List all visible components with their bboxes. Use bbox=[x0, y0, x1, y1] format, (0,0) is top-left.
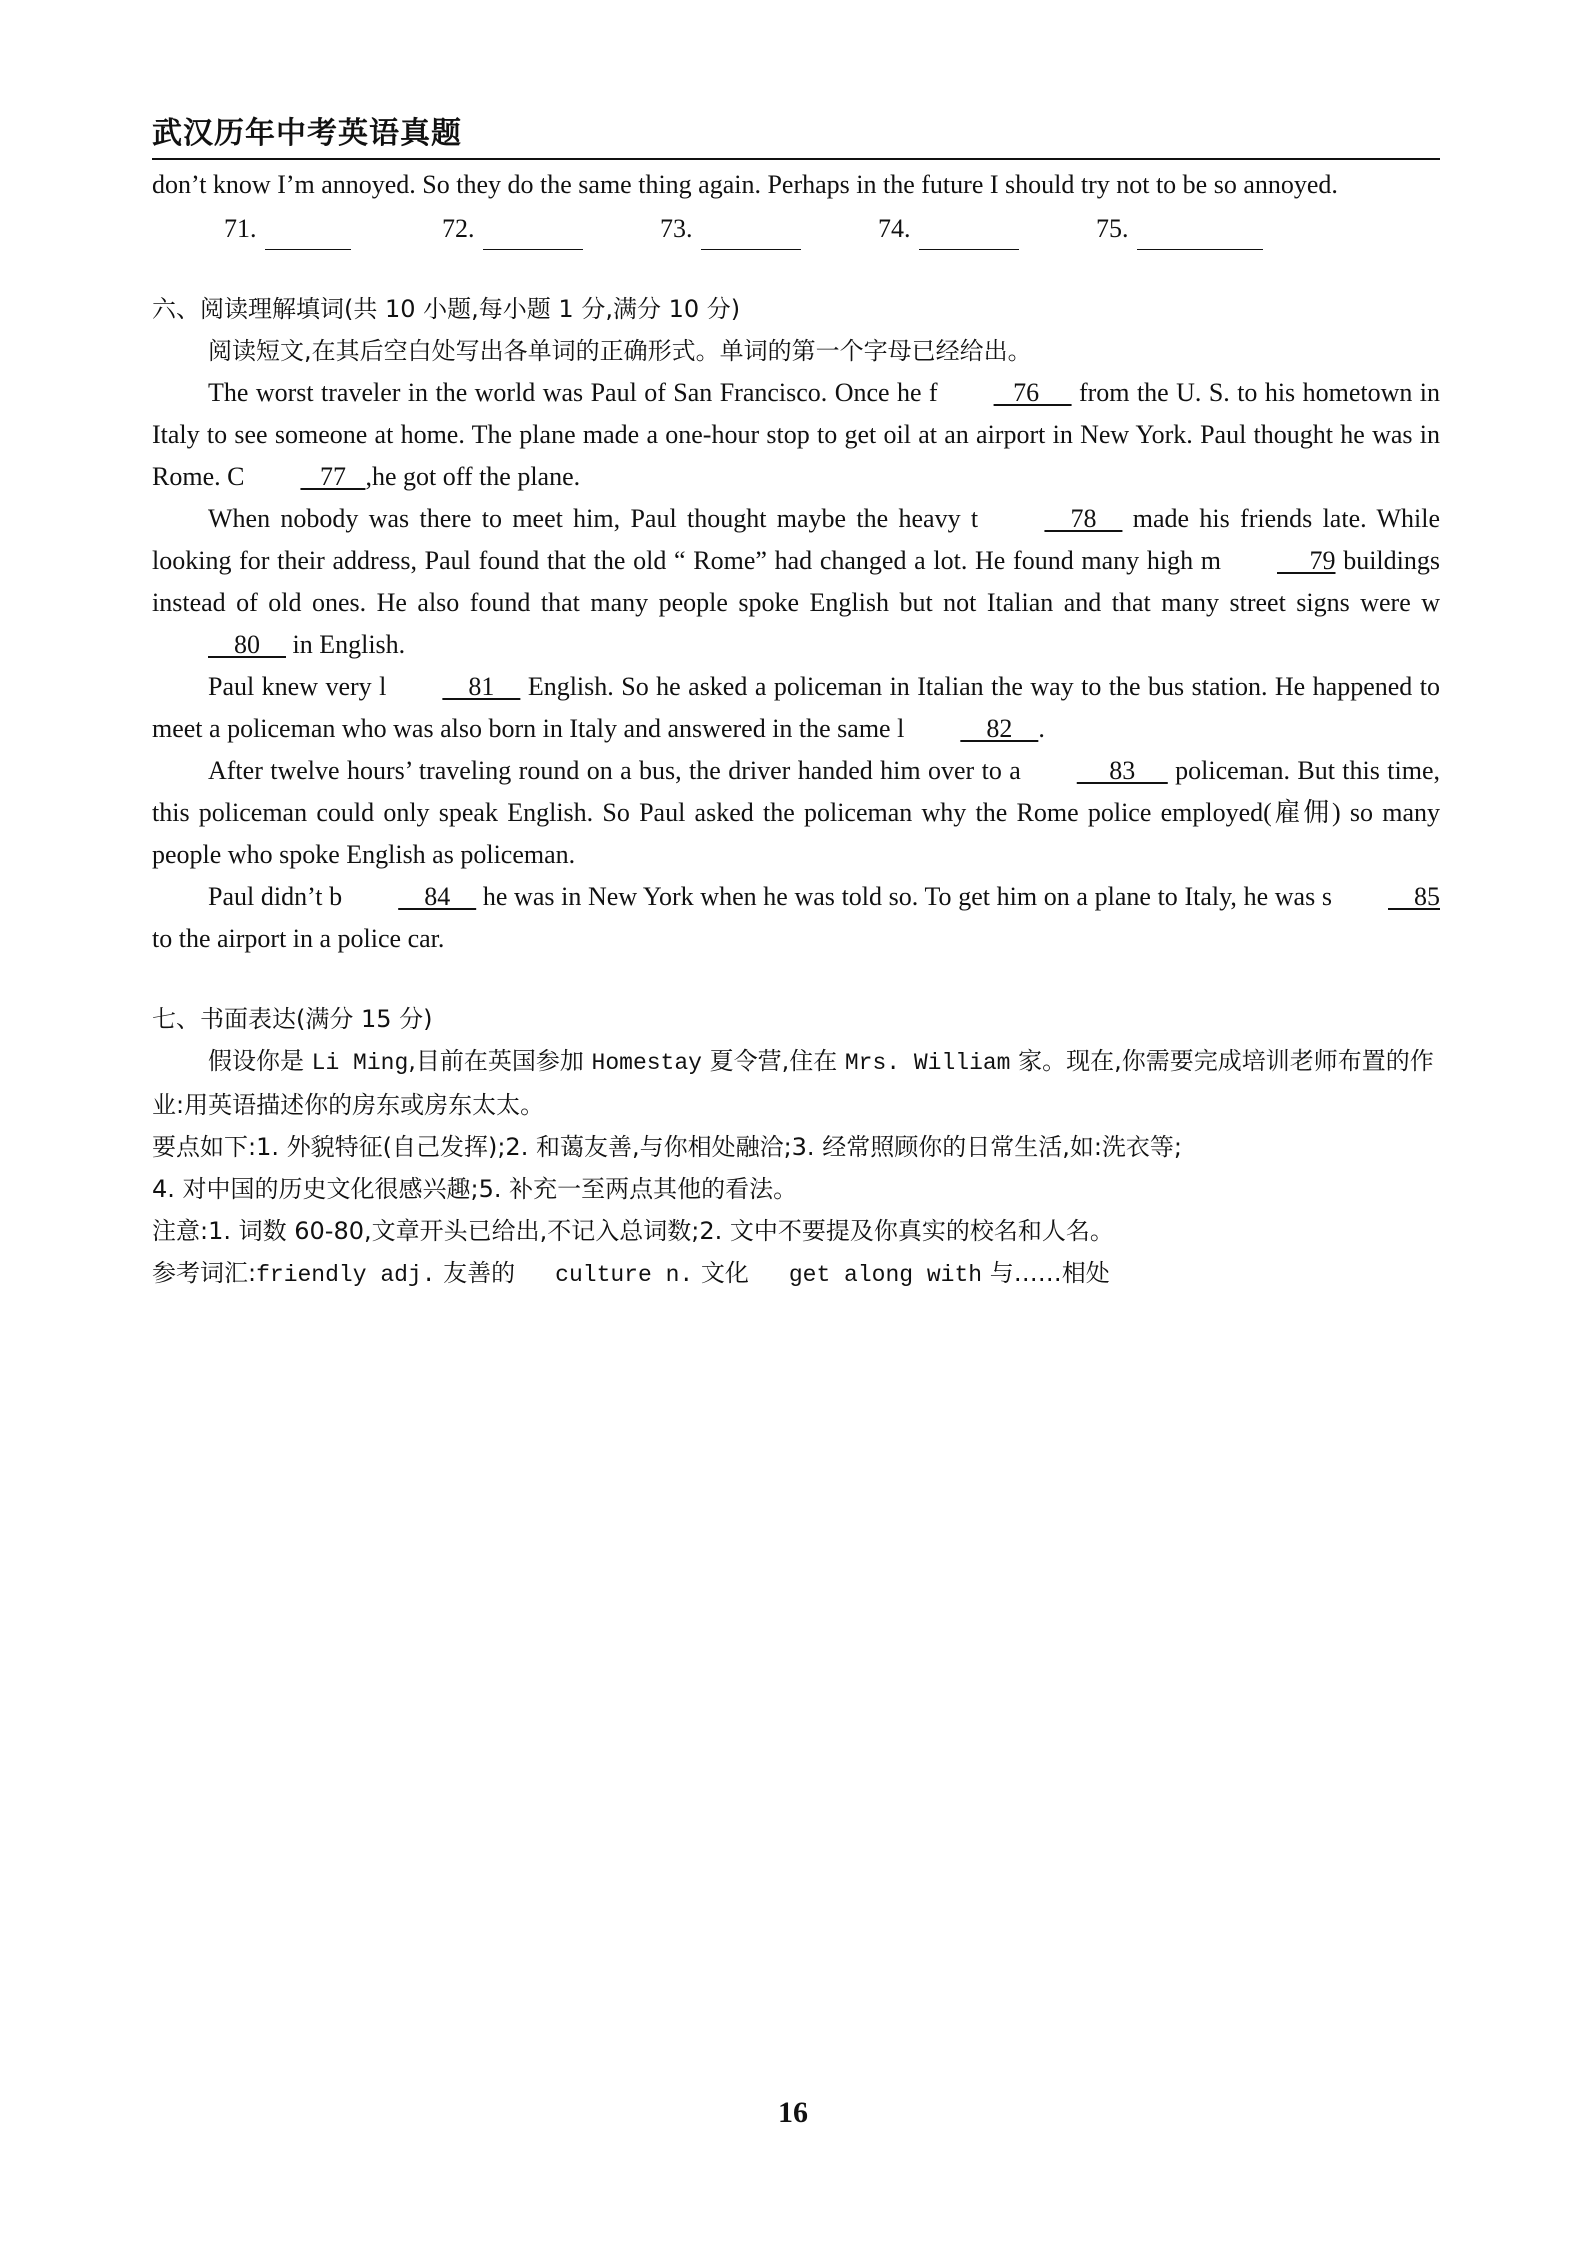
passage-text: to the airport in a police car. bbox=[152, 924, 445, 953]
writing-notes: 注意:1. 词数 60-80,文章开头已给出,不记入总词数;2. 文中不要提及你真实的校名和人名。 bbox=[152, 1217, 1114, 1245]
passage-text: policeman. But this time, this policeman could only speak English. So Paul asked the policeman why the Rome police employed(雇佣) so many people who spoke English as policeman. bbox=[152, 756, 1440, 869]
passage-text: ,he got off the plane. bbox=[365, 462, 581, 491]
blank-79[interactable]: 79 bbox=[1277, 546, 1336, 575]
page-number: 16 bbox=[778, 2096, 808, 2129]
vocab-label: 参考词汇: bbox=[152, 1259, 257, 1287]
answer-blank[interactable] bbox=[1137, 219, 1263, 250]
section-7 bbox=[152, 998, 1440, 1296]
passage-text: . bbox=[1038, 714, 1045, 743]
prompt-text: 家。现在,你需要完成培训老师布置的作业:用英语描述你的房东或房东太太。 bbox=[152, 1047, 1434, 1119]
blank-81[interactable]: 81 bbox=[442, 672, 521, 701]
prompt-text: 假设你是 bbox=[208, 1047, 312, 1075]
answer-slot-75[interactable] bbox=[1096, 208, 1314, 250]
vocab-term: get along with bbox=[788, 1262, 983, 1288]
blank-76[interactable]: 76 bbox=[993, 378, 1072, 407]
passage-text: from the U. S. to his hometown in Italy to see someone at home. The plane made a one-hour stop to get oil at an airport in New York. Paul thought he was in Rome. C bbox=[152, 378, 1440, 491]
answer-slots bbox=[224, 208, 1440, 250]
answer-slot-72[interactable] bbox=[442, 208, 660, 250]
passage-paragraph-5 bbox=[152, 876, 1440, 960]
vocab-term: culture n. bbox=[555, 1262, 694, 1288]
answer-blank[interactable] bbox=[919, 219, 1019, 250]
prompt-name: Li Ming bbox=[311, 1050, 409, 1076]
prompt-text: 夏令营,住在 bbox=[701, 1047, 845, 1075]
answer-slot-label: 73. bbox=[660, 214, 693, 243]
reference-vocabulary bbox=[152, 1252, 1440, 1296]
passage-text: After twelve hours’ traveling round on a bus, the driver handed him over to a bbox=[208, 756, 1021, 785]
header-rule bbox=[152, 158, 1440, 160]
vocab-term: friendly adj. bbox=[256, 1262, 436, 1288]
prompt-host: Mrs. William bbox=[844, 1050, 1011, 1076]
answer-blank[interactable] bbox=[483, 219, 583, 250]
answer-slot-73[interactable] bbox=[660, 208, 878, 250]
header-title: 武汉历年中考英语真题 bbox=[152, 117, 462, 150]
section-6-heading: 六、阅读理解填词(共 10 小题,每小题 1 分,满分 10 分) bbox=[152, 295, 741, 323]
answer-slot-74[interactable] bbox=[878, 208, 1096, 250]
answer-slot-label: 74. bbox=[878, 214, 911, 243]
vocab-meaning: 文化 bbox=[693, 1259, 749, 1287]
passage-text: made his friends late. While looking for their address, Paul found that the old “ Rome” had changed a lot. He found many high m bbox=[152, 504, 1440, 575]
answer-slot-label: 75. bbox=[1096, 214, 1129, 243]
passage-text: Paul didn’t b bbox=[208, 882, 343, 911]
answer-slot-label: 72. bbox=[442, 214, 475, 243]
blank-78[interactable]: 78 bbox=[1044, 504, 1123, 533]
passage-text: When nobody was there to meet him, Paul thought maybe the heavy t bbox=[208, 504, 989, 533]
vocab-meaning: 与……相处 bbox=[982, 1259, 1110, 1287]
page-header bbox=[152, 112, 1440, 160]
passage-paragraph-4 bbox=[152, 750, 1440, 876]
answer-blank[interactable] bbox=[701, 219, 801, 250]
page-content bbox=[152, 112, 1440, 1296]
prompt-homestay: Homestay bbox=[591, 1050, 702, 1076]
blank-82[interactable]: 82 bbox=[960, 714, 1039, 743]
top-fragment: don’t know I’m annoyed. So they do the same thing again. Perhaps in the future I should try not to be so annoyed. bbox=[152, 170, 1338, 199]
answer-slot-71[interactable] bbox=[224, 208, 442, 250]
passage-paragraph-1 bbox=[152, 372, 1440, 498]
passage-paragraph-3 bbox=[152, 666, 1440, 750]
blank-85[interactable]: 85 bbox=[1388, 882, 1440, 911]
writing-prompt bbox=[152, 1040, 1440, 1126]
section-7-heading: 七、书面表达(满分 15 分) bbox=[152, 1005, 433, 1033]
passage-text: buildings instead of old ones. He also found that many people spoke English but not Italian and that many street signs were w bbox=[152, 546, 1440, 617]
writing-points-1: 要点如下:1. 外貌特征(自己发挥);2. 和蔼友善,与你相处融洽;3. 经常照顾你的日常生活,如:洗衣等; bbox=[152, 1133, 1182, 1161]
passage-paragraph-2 bbox=[152, 498, 1440, 666]
blank-84[interactable]: 84 bbox=[398, 882, 477, 911]
answer-blank[interactable] bbox=[265, 219, 351, 250]
answer-slot-label: 71. bbox=[224, 214, 257, 243]
passage-text: The worst traveler in the world was Paul of San Francisco. Once he f bbox=[208, 378, 938, 407]
blank-83[interactable]: 83 bbox=[1076, 756, 1168, 785]
passage-text: in English. bbox=[286, 630, 406, 659]
blank-77[interactable]: 77 bbox=[300, 462, 366, 491]
passage-text: Paul knew very l bbox=[208, 672, 387, 701]
blank-80[interactable]: 80 bbox=[208, 630, 286, 659]
section-6 bbox=[152, 288, 1440, 960]
section-6-instruction: 阅读短文,在其后空白处写出各单词的正确形式。单词的第一个字母已经给出。 bbox=[208, 337, 1032, 365]
prompt-text: ,目前在英国参加 bbox=[408, 1047, 592, 1075]
passage-text: English. So he asked a policeman in Italian the way to the bus station. He happened to meet a policeman who was also born in Italy and answered in the same l bbox=[152, 672, 1440, 743]
writing-points-2: 4. 对中国的历史文化很感兴趣;5. 补充一至两点其他的看法。 bbox=[152, 1175, 798, 1203]
passage-text: he was in New York when he was told so. To get him on a plane to Italy, he was s bbox=[476, 882, 1332, 911]
vocab-meaning: 友善的 bbox=[435, 1259, 516, 1287]
